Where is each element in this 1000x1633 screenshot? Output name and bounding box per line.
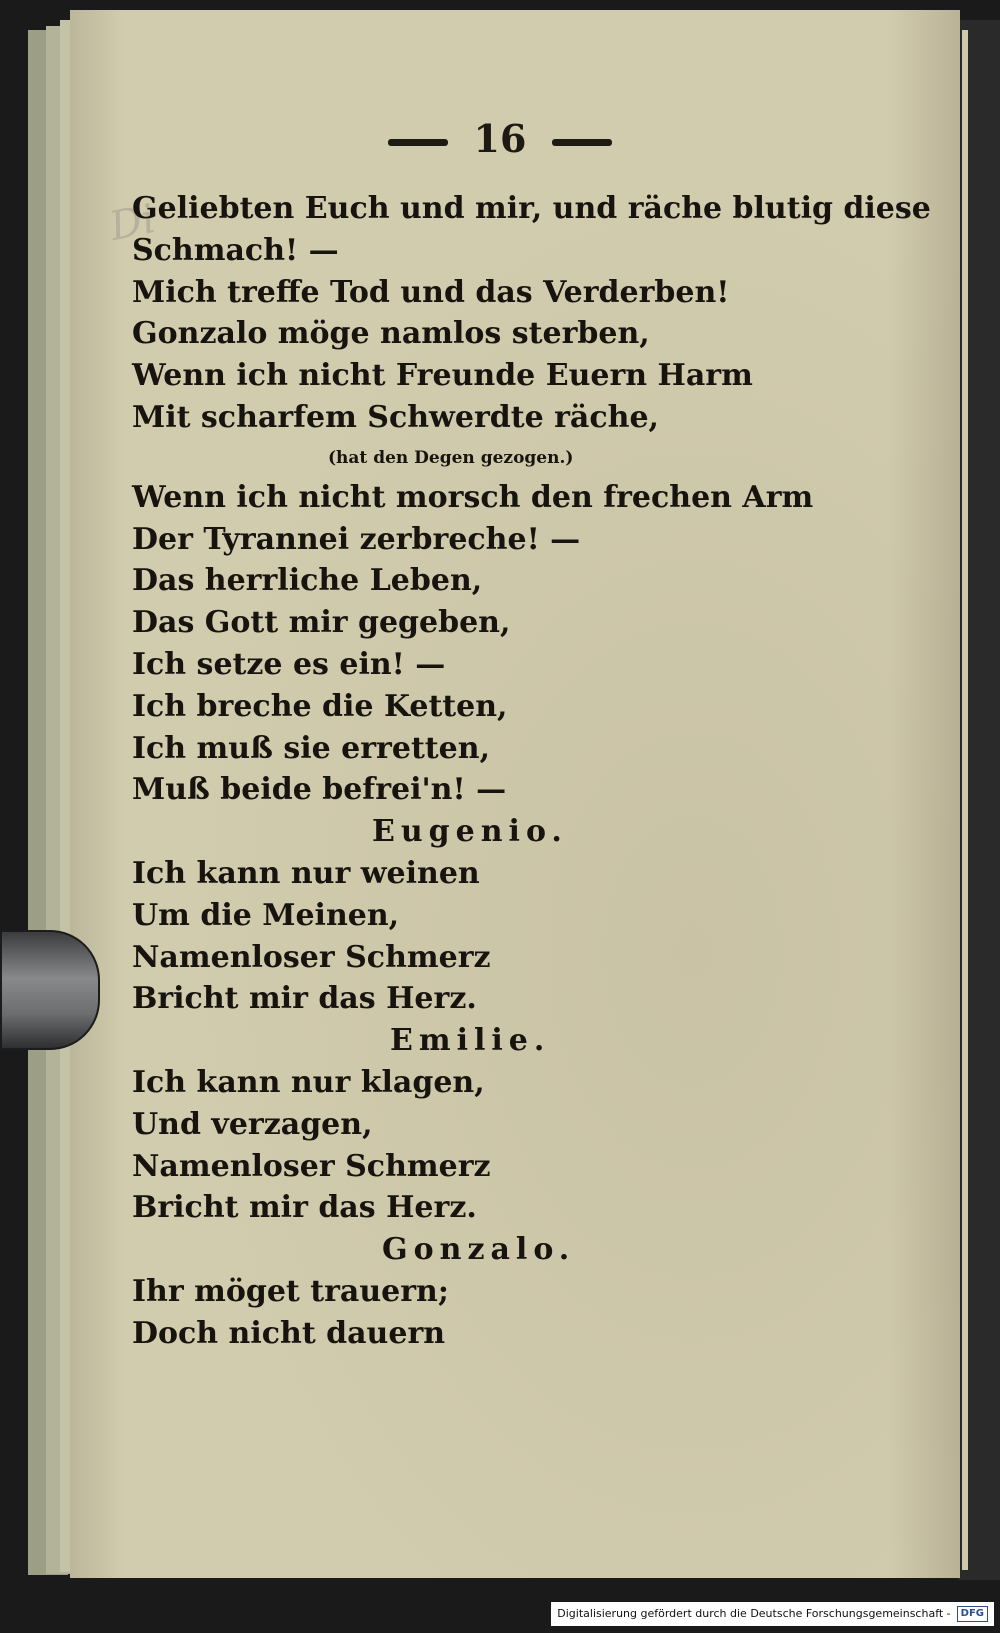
text-line: Ich kann nur weinen <box>132 855 480 891</box>
text-line: Muß beide befrei'n! — <box>132 772 507 808</box>
dash-right <box>552 139 612 146</box>
text-line: Ich muß sie erretten, <box>132 730 491 766</box>
text-line: Ich breche die Ketten, <box>132 688 508 724</box>
stage-direction: (hat den Degen gezogen.) <box>328 447 574 468</box>
text-line: Ich setze es ein! — <box>132 646 446 682</box>
text-line: Wenn ich nicht Freunde Euern Harm <box>132 358 753 394</box>
text-line: Schmach! — <box>132 232 339 268</box>
text-line: Namenloser Schmerz <box>132 939 491 975</box>
text-line: Doch nicht dauern <box>132 1315 446 1351</box>
margin-note: Di <box>105 195 160 251</box>
text-line: Bricht mir das Herz. <box>132 1190 477 1226</box>
speaker-name: Eugenio. <box>372 814 568 850</box>
speaker-name: Gonzalo. <box>382 1232 576 1268</box>
text-line: Bricht mir das Herz. <box>132 981 477 1017</box>
text-line: Mich treffe Tod und das Verderben! <box>132 274 730 310</box>
text-line: Namenloser Schmerz <box>132 1148 491 1184</box>
page-text <box>132 188 931 1355</box>
text-line: Das herrliche Leben, <box>132 563 483 599</box>
page-header <box>0 116 1000 161</box>
text-line: Um die Meinen, <box>132 897 400 933</box>
text-line: Der Tyrannei zerbreche! — <box>132 521 581 557</box>
thumb-holder <box>0 930 100 1050</box>
text-line: Und verzagen, <box>132 1106 373 1142</box>
next-page-edge <box>962 30 968 1570</box>
text-line: Wenn ich nicht morsch den frechen Arm <box>132 479 814 515</box>
text-line: Ich kann nur klagen, <box>132 1064 485 1100</box>
footer-text: Digitalisierung gefördert durch die Deutsche Forschungsgemeinschaft - <box>557 1607 951 1620</box>
text-line: Das Gott mir gegeben, <box>132 605 511 641</box>
speaker-name: Emilie. <box>390 1023 551 1059</box>
text-line: Gonzalo möge namlos sterben, <box>132 316 650 352</box>
text-line: Mit scharfem Schwerdte räche, <box>132 399 659 435</box>
footer-credit <box>551 1602 994 1626</box>
text-line: Geliebten Euch und mir, und räche blutig diese <box>132 191 931 226</box>
dash-left <box>388 139 448 146</box>
page-number: 16 <box>473 116 527 161</box>
text-line: Ihr möget trauern; <box>132 1273 449 1309</box>
dfg-logo-icon: DFG <box>957 1606 988 1622</box>
